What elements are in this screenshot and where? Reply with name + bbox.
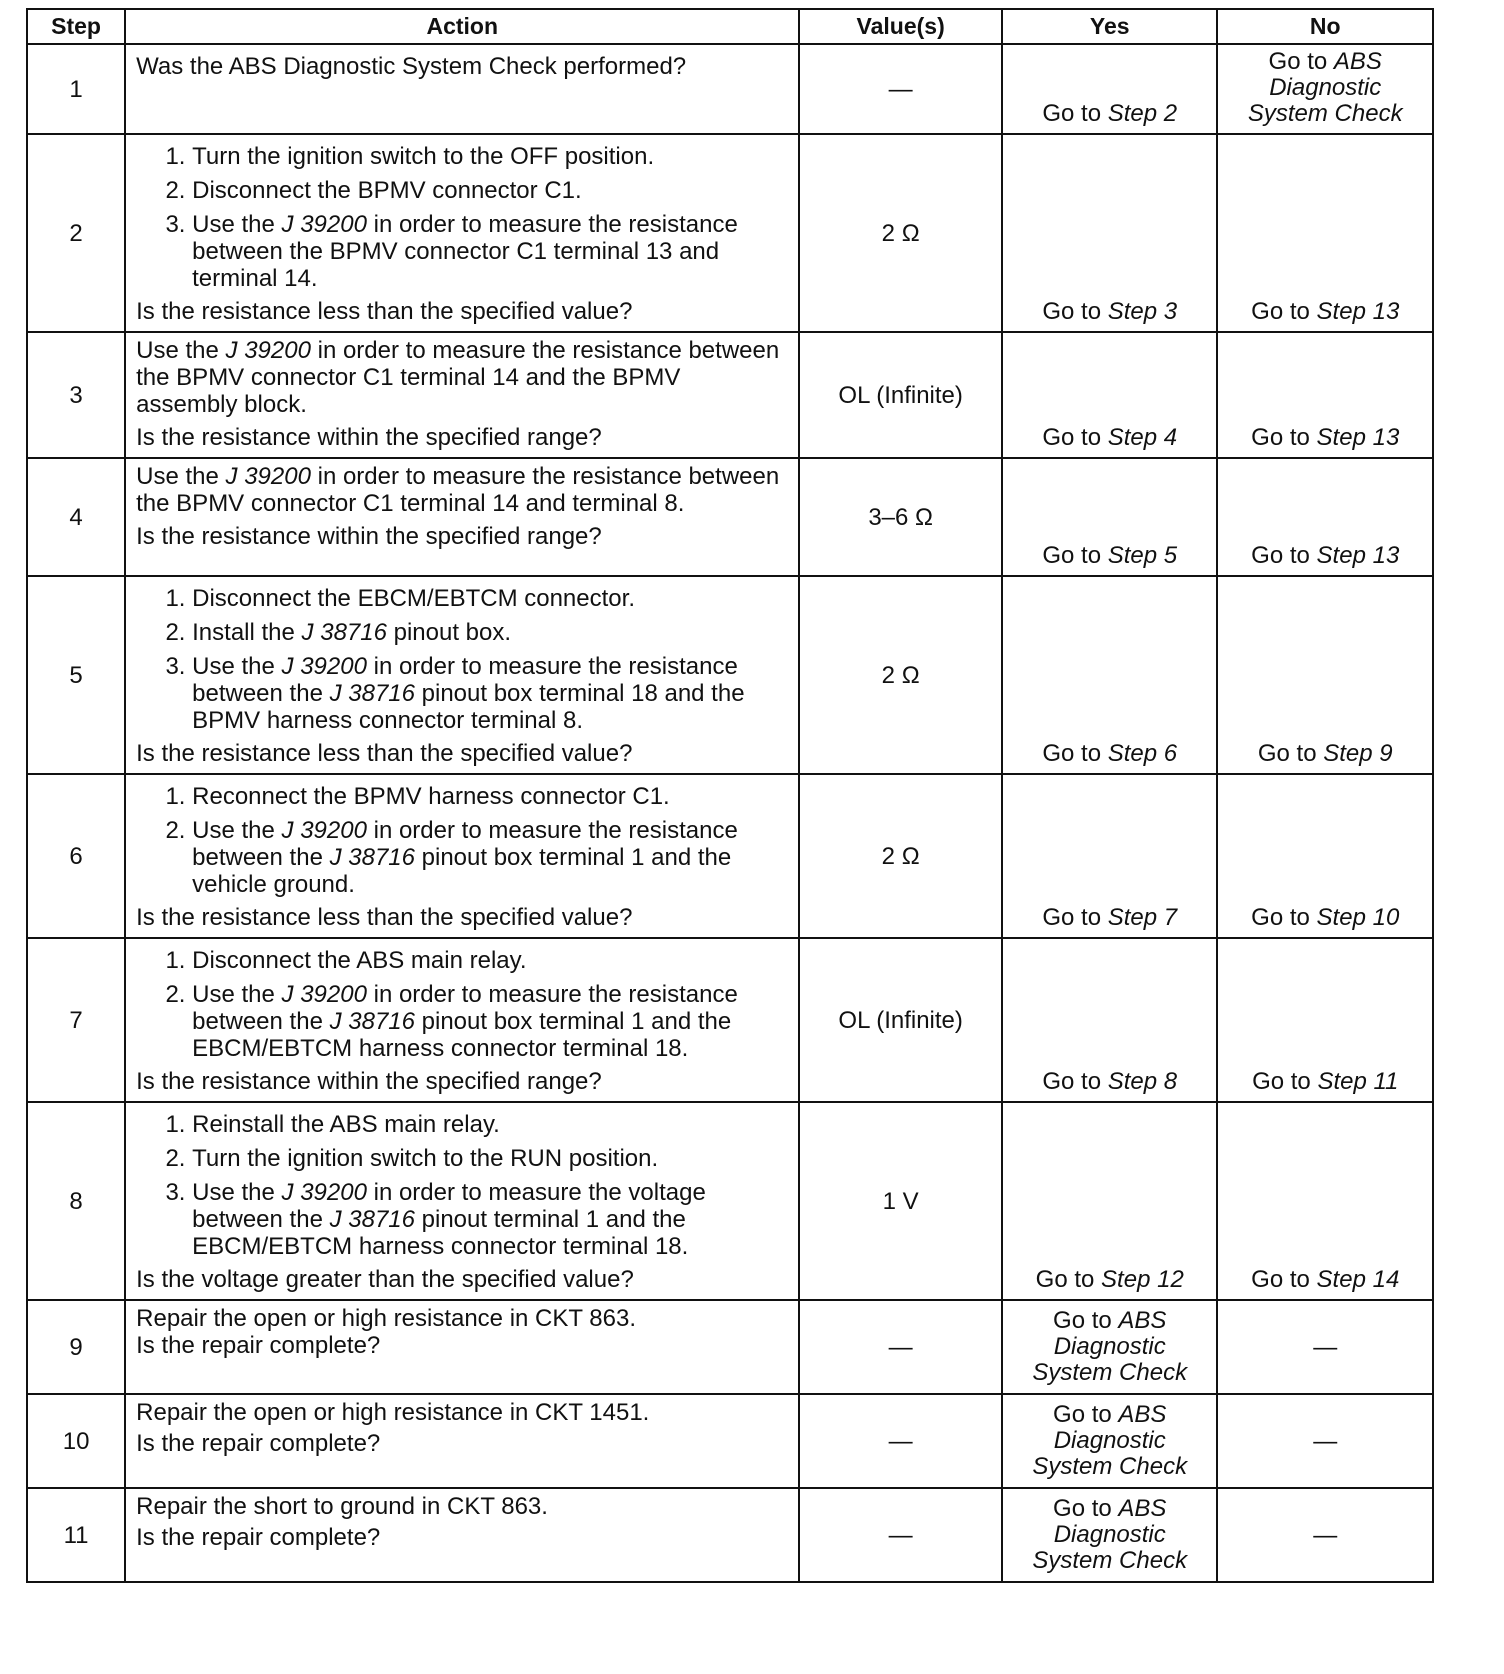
yes-goto: Go to Step 2 — [1042, 100, 1178, 127]
table-row — [27, 1300, 1433, 1394]
table-row — [27, 134, 1433, 332]
action-cell — [125, 1102, 799, 1300]
value-cell: OL (Infinite) — [799, 332, 1002, 458]
action-steps — [136, 585, 788, 734]
yes-cell — [1002, 44, 1217, 134]
action-step: 1. Disconnect the EBCM/EBTCM connector. — [192, 585, 788, 612]
step-number: 4 — [27, 458, 125, 576]
yes-goto: Go to Step 4 — [1042, 424, 1178, 451]
action-cell — [125, 1394, 799, 1488]
value-cell: — — [799, 1300, 1002, 1394]
action-step: 2. Use the J 39200 in order to measure the resistance between the J 38716 pinout box terminal 1 and the EBCM/EBTCM harness connector terminal 18. — [192, 981, 788, 1062]
yes-goto-abs-check: Go to ABS Diagnostic System Check — [1032, 1307, 1188, 1386]
action-question: Is the repair complete? — [136, 1430, 381, 1457]
no-cell: — — [1217, 1394, 1433, 1488]
yes-goto: Go to Step 12 — [1035, 1266, 1184, 1293]
action-question: Is the voltage greater than the specified value? — [136, 1266, 634, 1293]
action-cell — [125, 458, 799, 576]
no-cell — [1217, 1102, 1433, 1300]
yes-cell — [1002, 458, 1217, 576]
action-text: Was the ABS Diagnostic System Check performed? — [136, 53, 687, 80]
action-step: 3. Use the J 39200 in order to measure the voltage between the J 38716 pinout terminal 1 and the EBCM/EBTCM harness connector terminal 18. — [192, 1179, 788, 1260]
table-row — [27, 1488, 1433, 1582]
action-question: Is the resistance within the specified range? — [136, 424, 602, 451]
header-yes: Yes — [1002, 9, 1217, 44]
table-row — [27, 1102, 1433, 1300]
yes-cell — [1002, 938, 1217, 1102]
table-row — [27, 332, 1433, 458]
header-row — [27, 9, 1433, 44]
value-cell: — — [799, 1488, 1002, 1582]
step-number: 2 — [27, 134, 125, 332]
yes-goto: Go to Step 6 — [1042, 740, 1178, 767]
no-cell — [1217, 576, 1433, 774]
action-cell — [125, 774, 799, 938]
action-cell — [125, 332, 799, 458]
action-cell — [125, 44, 799, 134]
header-no: No — [1217, 9, 1433, 44]
yes-goto-abs-check: Go to ABS Diagnostic System Check — [1032, 1495, 1188, 1574]
action-step: 1. Reconnect the BPMV harness connector C1. — [192, 783, 788, 810]
no-cell — [1217, 938, 1433, 1102]
no-cell — [1217, 44, 1433, 134]
yes-cell — [1002, 774, 1217, 938]
no-goto: Go to Step 9 — [1257, 740, 1393, 767]
yes-goto: Go to Step 5 — [1042, 542, 1178, 569]
action-steps — [136, 947, 788, 1062]
action-steps — [136, 1111, 788, 1260]
action-step: 2. Use the J 39200 in order to measure the resistance between the J 38716 pinout box terminal 1 and the vehicle ground. — [192, 817, 788, 898]
step-number: 10 — [27, 1394, 125, 1488]
step-number: 6 — [27, 774, 125, 938]
yes-cell — [1002, 576, 1217, 774]
value-cell: — — [799, 44, 1002, 134]
action-step: 1. Disconnect the ABS main relay. — [192, 947, 788, 974]
value-cell: 3–6 Ω — [799, 458, 1002, 576]
action-steps — [136, 143, 788, 292]
header-values: Value(s) — [799, 9, 1002, 44]
table-row — [27, 44, 1433, 134]
diagnostic-table — [26, 8, 1434, 1583]
header-step: Step — [27, 9, 125, 44]
action-cell — [125, 134, 799, 332]
no-goto: Go to Step 14 — [1251, 1266, 1400, 1293]
no-cell: — — [1217, 1488, 1433, 1582]
value-cell: 2 Ω — [799, 134, 1002, 332]
action-question: Is the repair complete? — [136, 1524, 381, 1551]
yes-goto: Go to Step 3 — [1042, 298, 1178, 325]
no-cell — [1217, 134, 1433, 332]
action-step: 2. Turn the ignition switch to the RUN position. — [192, 1145, 788, 1172]
no-goto: Go to Step 10 — [1251, 904, 1400, 931]
no-goto-abs-check: Go to ABS Diagnostic System Check — [1247, 48, 1403, 127]
action-cell — [125, 576, 799, 774]
table-row — [27, 774, 1433, 938]
yes-goto-abs-check: Go to ABS Diagnostic System Check — [1032, 1401, 1188, 1480]
yes-cell — [1002, 1488, 1217, 1582]
action-step: 2. Install the J 38716 pinout box. — [192, 619, 788, 646]
yes-cell — [1002, 1102, 1217, 1300]
no-cell — [1217, 774, 1433, 938]
action-step: 2. Disconnect the BPMV connector C1. — [192, 177, 788, 204]
table-row — [27, 458, 1433, 576]
action-steps — [136, 783, 788, 898]
yes-goto: Go to Step 7 — [1042, 904, 1178, 931]
no-cell — [1217, 332, 1433, 458]
action-step: 3. Use the J 39200 in order to measure the resistance between the BPMV connector C1 terminal 13 and terminal 14. — [192, 211, 788, 292]
action-question: Is the resistance within the specified range? — [136, 1068, 602, 1095]
header-action: Action — [125, 9, 799, 44]
action-cell — [125, 1488, 799, 1582]
step-number: 5 — [27, 576, 125, 774]
action-cell — [125, 1300, 799, 1394]
value-cell: 1 V — [799, 1102, 1002, 1300]
no-goto: Go to Step 11 — [1252, 1068, 1399, 1095]
step-number: 11 — [27, 1488, 125, 1582]
action-line: Repair the short to ground in CKT 863. — [136, 1493, 548, 1520]
action-question: Is the resistance less than the specified value? — [136, 904, 633, 931]
action-line: Repair the open or high resistance in CKT 863. — [136, 1305, 636, 1332]
no-goto: Go to Step 13 — [1251, 542, 1400, 569]
action-cell — [125, 938, 799, 1102]
action-question: Is the resistance within the specified range? — [136, 523, 602, 550]
action-question: Is the resistance less than the specified value? — [136, 298, 633, 325]
step-number: 7 — [27, 938, 125, 1102]
step-number: 9 — [27, 1300, 125, 1394]
action-step: 1. Turn the ignition switch to the OFF position. — [192, 143, 788, 170]
value-cell: 2 Ω — [799, 576, 1002, 774]
no-cell: — — [1217, 1300, 1433, 1394]
yes-cell — [1002, 134, 1217, 332]
action-text: Use the J 39200 in order to measure the resistance between the BPMV connector C1 terminal 14 and the BPMV assembly block. — [136, 337, 780, 418]
action-step: 1. Reinstall the ABS main relay. — [192, 1111, 788, 1138]
table-row — [27, 938, 1433, 1102]
step-number: 1 — [27, 44, 125, 134]
yes-cell — [1002, 1300, 1217, 1394]
action-line: Repair the open or high resistance in CKT 1451. — [136, 1399, 650, 1426]
table-row — [27, 576, 1433, 774]
yes-cell — [1002, 332, 1217, 458]
step-number: 8 — [27, 1102, 125, 1300]
table-row — [27, 1394, 1433, 1488]
no-cell — [1217, 458, 1433, 576]
no-goto: Go to Step 13 — [1251, 424, 1400, 451]
value-cell: 2 Ω — [799, 774, 1002, 938]
action-question: Is the resistance less than the specified value? — [136, 740, 633, 767]
step-number: 3 — [27, 332, 125, 458]
value-cell: OL (Infinite) — [799, 938, 1002, 1102]
no-goto: Go to Step 13 — [1251, 298, 1400, 325]
action-step: 3. Use the J 39200 in order to measure the resistance between the J 38716 pinout box terminal 18 and the BPMV harness connector terminal 8. — [192, 653, 788, 734]
yes-cell — [1002, 1394, 1217, 1488]
value-cell: — — [799, 1394, 1002, 1488]
yes-goto: Go to Step 8 — [1042, 1068, 1178, 1095]
action-question: Is the repair complete? — [136, 1332, 381, 1359]
action-text: Use the J 39200 in order to measure the resistance between the BPMV connector C1 terminal 14 and terminal 8. — [136, 463, 780, 517]
